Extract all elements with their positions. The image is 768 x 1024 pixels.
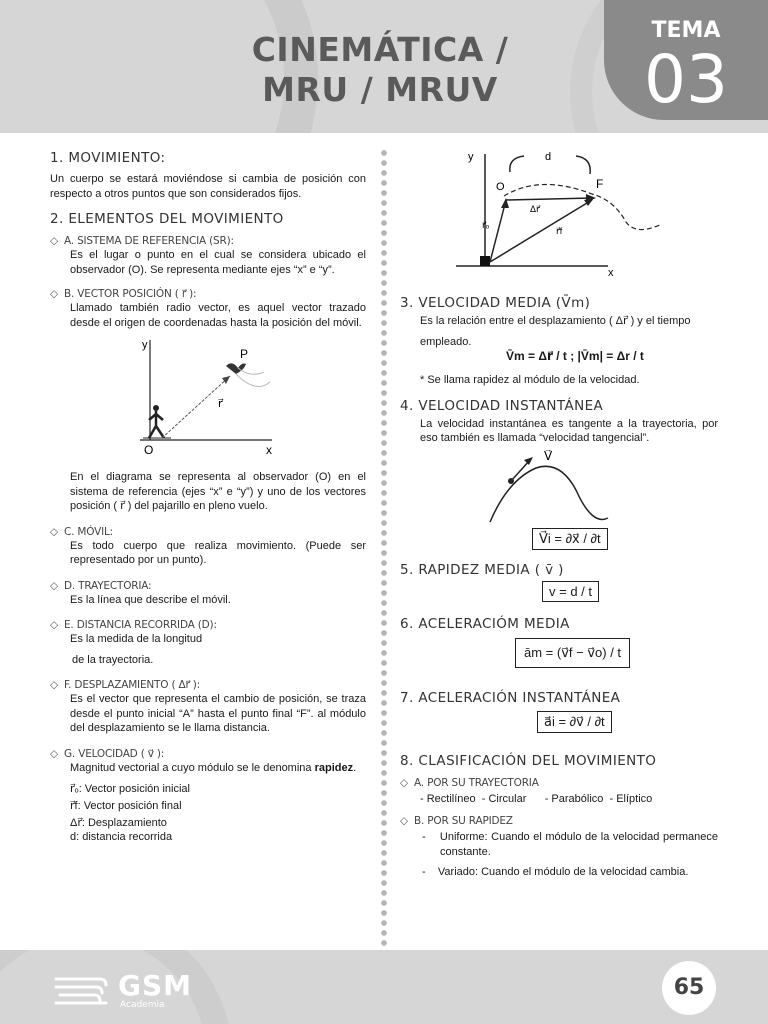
section-2-title: 2. ELEMENTOS DEL MOVIMIENTO [50,211,284,227]
legend-item [70,829,366,846]
distance-label: d [545,151,552,163]
subsection-8a-label: A. POR SU TRAYECTORIA [414,776,539,789]
section-3-note: * Se llama rapidez al módulo de la velocidad. [420,374,640,386]
legend-symbol: d [70,831,77,843]
logo-subtitle: Academia [120,1000,165,1010]
tangent-velocity-diagram [400,450,718,526]
subsection-a-label: A. SISTEMA DE REFERENCIA (SR): [64,235,234,247]
section-1-text: Un cuerpo se estará moviéndose si cambia de posición con respecto a otros puntos que son considerados fijos. [50,173,366,200]
left-column [50,148,366,846]
diamond-icon: ◇ [50,579,58,592]
diamond-icon: ◇ [50,619,58,631]
legend-symbol: r⃗ₒ [70,783,79,795]
subsection-e-text2: de la trayectoria. [72,653,154,666]
axis-y-label: y [468,151,474,163]
dash-bullet: - [422,831,440,843]
legend-item [70,781,366,798]
section-7-title: 7. ACELERACIÓN INSTANTÁNEA [400,689,621,706]
point-p-label: P [240,347,249,361]
subsection-8b-label: B. POR SU RAPIDEZ [414,815,513,827]
diamond-icon: ◇ [400,815,408,827]
diamond-icon: ◇ [50,679,58,691]
subsection-8b-item2 [400,865,718,880]
tema-number: 03 [644,41,728,118]
section-3-text1: Es la relación entre el desplazamiento ( Δr⃗ ) y el tiempo [420,315,691,327]
legend-text: : Vector posición final [77,800,182,812]
section-7-formula-wrap [400,711,718,733]
title-line1: CINEMÁTICA / [251,30,509,69]
axis-y-label: y [142,339,148,351]
column-divider [380,148,388,948]
subsection-b-label: B. VECTOR POSICIÓN ( r⃗ ): [64,288,197,300]
section-4-formula-wrap [400,528,718,550]
section-5-title: 5. RAPIDEZ MEDIA ( v̄ ) [400,561,564,578]
section-5-formula-wrap [400,581,718,602]
subsection-e-title [50,619,366,631]
subsection-d-title [50,580,366,592]
dash-bullet: - [422,866,438,878]
section-4-title: 4. VELOCIDAD INSTANTÁNEA [400,397,604,414]
diamond-icon: ◇ [50,747,58,760]
subsection-8a-title [400,777,718,789]
axis-x-label: x [608,267,614,279]
subsection-g-title [50,748,366,760]
section-3-text2: empleado. [420,335,472,348]
vector-r-label: r⃗ [218,398,223,410]
delta-r-label: Δr⃗ [530,204,540,214]
subsection-f-label: F. DESPLAZAMIENTO ( Δr⃗ ): [64,679,200,691]
diamond-icon: ◇ [50,525,58,538]
legend-text: : Desplazamiento [81,817,167,829]
section-6-title: 6. ACELERACIÓM MEDIA [400,615,570,632]
subsection-c-label: C. MÓVIL: [64,525,114,538]
legend-text: : Vector posición inicial [78,783,190,795]
subsection-8b-item1 [400,830,718,859]
subsection-c-text: Es todo cuerpo que realiza movimiento. (Puede ser representado por un punto). [70,539,366,566]
section-6-formula: ām = (v⃗f − v⃗o) / t [515,638,630,668]
page-title [230,30,530,110]
point-f-label: F [596,177,604,191]
position-vector-diagram [50,334,366,460]
right-column [400,148,718,880]
subsection-e-label: E. DISTANCIA RECORRIDA (D): [64,619,217,631]
logo-text: GSM [118,969,193,1002]
subsection-c-title [50,526,366,538]
section-7-formula: a⃗i = ∂v⃗ / ∂t [537,711,612,733]
page-number: 65 [662,961,716,1015]
section-4-formula: V⃗i = ∂x⃗ / ∂t [532,528,608,550]
subsection-f-title [50,679,366,691]
legend-symbol: Δr⃗ [70,817,82,829]
subsection-d-label: D. TRAYECTORIA: [64,579,152,592]
g-bold: rapidez [314,761,354,774]
section-3-title: 3. VELOCIDAD MEDIA (V̄m) [400,295,591,311]
point-o-label: O [496,181,505,193]
axis-x-label: x [266,443,272,457]
subsection-g-label: G. VELOCIDAD ( v⃗ ): [64,747,165,760]
section-6-formula-wrap [400,638,718,668]
diamond-icon: ◇ [400,776,408,789]
item-text: Uniforme: Cuando el módulo de la velocidad permanece constante. [439,831,718,858]
section-3-formula: V̄m = Δr⃗ / t ; |V̄m| = Δr / t [506,349,644,363]
subsection-d-text: Es la línea que describe el móvil. [70,593,231,606]
legend-symbol: r⃗f [70,800,78,812]
item-text: Variado: Cuando el módulo de la velocidad cambia. [437,866,689,878]
g-text: Magnitud vectorial a cuyo módulo se le denomina [70,761,312,774]
r0-label: r⃗ₒ [482,220,490,230]
velocity-label: V⃗ [544,449,553,463]
subsection-f-text: Es el vector que representa el cambio de posición, se traza desde el punto inicial “A” hasta el punto final “F”. al módulo del desplazamiento se le llama distancia. [70,693,366,734]
symbol-legend [50,781,366,846]
subsection-8b-title [400,815,718,827]
tema-label: TEMA [651,18,721,43]
legend-text: : distancia recorrida [76,831,173,843]
displacement-diagram [400,148,718,288]
legend-item [70,798,366,815]
subsection-e-text1: Es la medida de la longitud [70,633,203,645]
title-line2: MRU / MRUV [262,70,498,109]
section-8-title: 8. CLASIFICACIÓN DEL MOVIMIENTO [400,752,657,769]
subsection-8a-text: - Rectilíneo - Circular - Parabólico - Elíptico [420,792,653,805]
rf-label: r⃗f [556,226,563,236]
subsection-b-text: Llamado también radio vector, es aquel vector trazado desde el origen de coordenadas hasta la posición del móvil. [70,302,366,329]
bird-icon [226,363,270,386]
subsection-b-text2: En el diagrama se representa al observador (O) en el sistema de referencia (ejes “x” e “y”) y uno de los vectores posición ( r⃗ ) del pajarillo en pleno vuelo. [70,471,366,512]
diamond-icon: ◇ [50,235,58,247]
origin-label: O [144,443,154,457]
section-5-formula: v = d / t [542,581,599,602]
subsection-a-text: Es el lugar o punto en el cual se considera ubicado el observador (O). Se representa mediante ejes “x” e “y”. [70,249,366,276]
section-1-title: 1. MOVIMIENTO: [50,150,166,166]
section-4-text: La velocidad instantánea es tangente a la trayectoria, por eso también es llamada “velocidad tangencial”. [420,417,718,444]
subsection-b-title [50,288,366,300]
subsection-g-text: Magnitud vectorial a cuyo módulo se le denomina rapidez. [70,761,357,774]
diamond-icon: ◇ [50,288,58,300]
subsection-a-title [50,235,366,247]
